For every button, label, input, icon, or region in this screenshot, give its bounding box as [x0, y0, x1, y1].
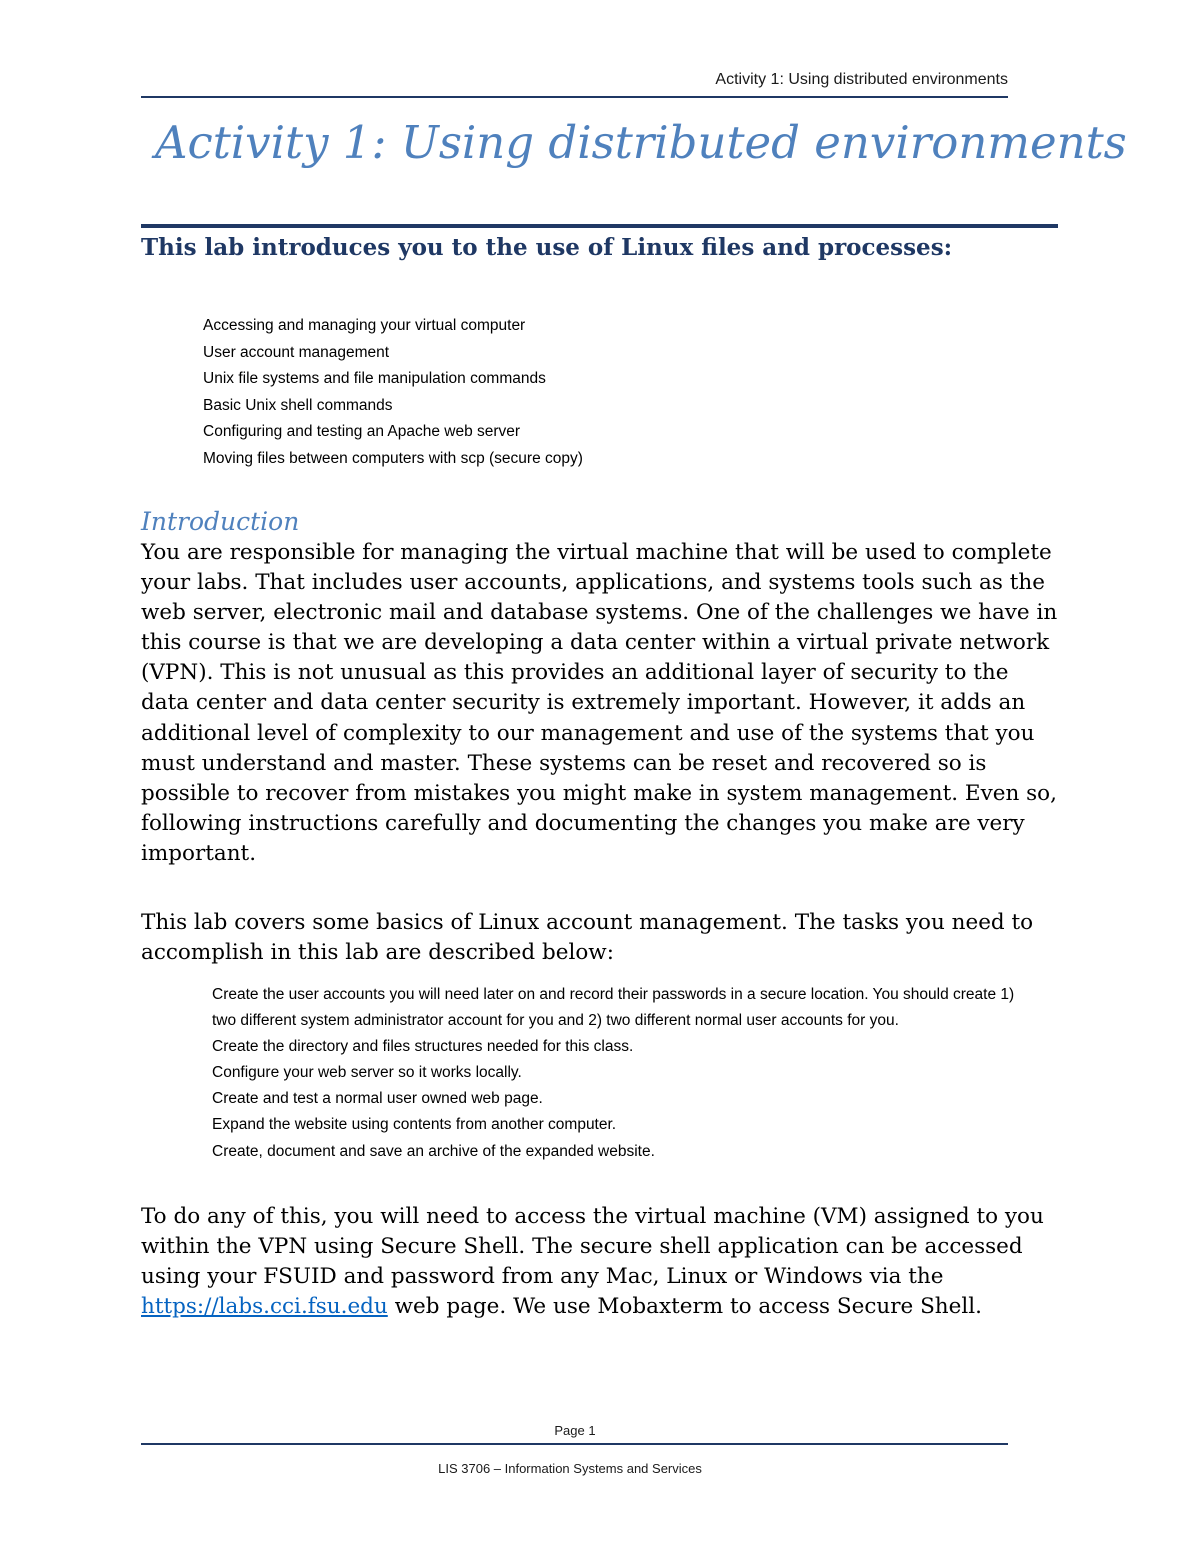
tasks-list [212, 982, 1032, 1165]
topic-item: Accessing and managing your virtual computer [203, 317, 526, 334]
page-number: Page 1 [554, 1423, 596, 1438]
course-footer: LIS 3706 – Information Systems and Services [438, 1461, 702, 1476]
task-item: Create and test a normal user owned web page. [212, 1090, 543, 1108]
task-item: Expand the website using contents from another computer. [212, 1116, 617, 1134]
introduction-heading: Introduction [141, 507, 300, 536]
topic-item: Unix file systems and file manipulation commands [203, 370, 546, 387]
lab-subtitle: This lab introduces you to the use of Linux files and processes: [141, 234, 953, 261]
labs-link[interactable]: https://labs.cci.fsu.edu [141, 1294, 388, 1320]
topic-item: Moving files between computers with scp (secure copy) [203, 449, 583, 467]
topic-item: Configuring and testing an Apache web server [203, 423, 521, 440]
running-header: Activity 1: Using distributed environments [715, 71, 1008, 88]
task-item: Create the directory and files structures needed for this class. [212, 1038, 634, 1056]
intro-paragraph: You are responsible for managing the virtual machine that will be used to complete your labs. That includes user accounts, applications, and systems tools such as the web server, electronic mail and database systems. One of the challenges we have in this course is that we are developing a data center within a virtual private network (VPN). This is not unusual as this provides an additional layer of security to the data center and data center security is extremely important. However, it adds an additional level of complexity to our management and use of the systems that you must understand and master. These systems can be reset and recovered so is possible to recover from mistakes you might make in system management. Even so, following instructions carefully and documenting the changes you make are very important. [141, 540, 1058, 866]
task-item: Create, document and save an archive of the expanded website. [212, 1142, 655, 1160]
footer-divider [141, 1443, 1008, 1445]
header-divider [141, 96, 1008, 98]
topics-list [203, 313, 583, 472]
document-title: Activity 1: Using distributed environments [155, 116, 1127, 169]
topic-item: Basic Unix shell commands [203, 396, 393, 414]
access-text-start: To do any of this, you will need to access the virtual machine (VM) assigned to you within the VPN using Secure Shell. The secure shell application can be accessed using your FSUID and password from any Mac, Linux or Windows via the [141, 1204, 1044, 1290]
task-item: Create the user accounts you will need later on and record their passwords in a secure location. You should create 1) two different system administrator account for you and 2) two different normal user accounts for you. [212, 986, 1015, 1030]
topic-item: User account management [203, 343, 390, 361]
access-paragraph [141, 1202, 1061, 1322]
tasks-intro-paragraph: This lab covers some basics of Linux account management. The tasks you need to accomplish in this lab are described below: [141, 910, 1034, 966]
task-item: Configure your web server so it works locally. [212, 1064, 522, 1082]
access-text-end: web page. We use Mobaxterm to access Secure Shell. [387, 1294, 982, 1320]
